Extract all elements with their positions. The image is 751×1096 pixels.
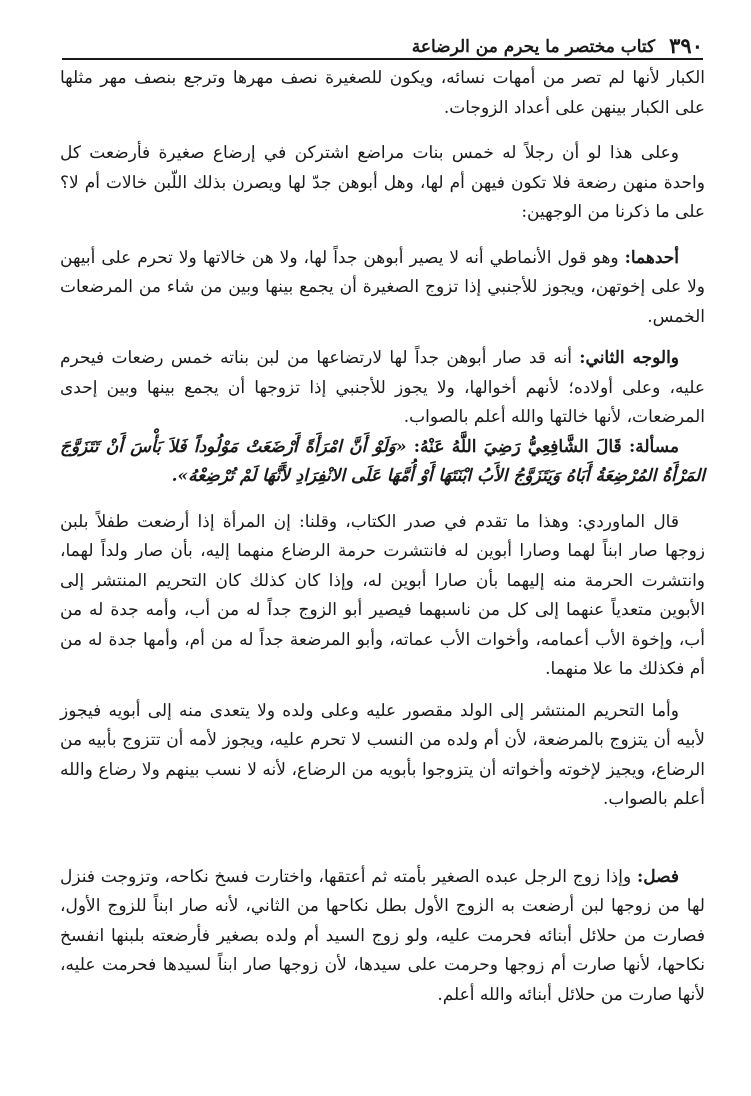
paragraph-mawardi [60, 508, 705, 685]
page-number: ٣٩٠ [669, 33, 703, 58]
paragraph-text: أنه قد صار أبوهن جداً لها لارتضاعها من لبن بناته خمس رضعات فيحرم عليه، وعلى أولاده؛ لأنهم أخوالها، ولا يجوز للأجنبي إذا تزوجها أن يجمع بينها وبين إحدى المرضعات، لأنها خالتها والله أعلم بالصواب. [60, 348, 705, 427]
paragraph-first-view [60, 244, 705, 333]
paragraph-continuation [60, 64, 705, 123]
paragraph-fasl [60, 863, 705, 1011]
paragraph-text: وأما التحريم المنتشر إلى الولد مقصور عليه وعلى ولده ولا يتعدى منه إلى أبويه فيجوز لأبيه أن يتزوج بالمرضعة، لأن أم ولده من النسب لا تحرم عليه، ويجوز لأمه أن تتزوج بأبيه من الرضاع، ويجيز لإخوته وأخواته أن يتزوجوا بأبويه من الرضاع، لأنه لا نسب بينهم ولا رضاع والله أعلم بالصواب. [60, 700, 705, 809]
paragraph-text: الكبار لأنها لم تصر من أمهات نسائه، ويكون للصغيرة نصف مهرها وترجع بنصف مهر مثلها على الكبار بينهن على أعداد الزوجات. [60, 68, 705, 118]
paragraph-text: قال الماوردي: وهذا ما تقدم في صدر الكتاب، وقلنا: إن المرأة إذا أرضعت طفلاً بلبن زوجها صار ابناً لهما وصارا أبوين له فانتشرت حرمة الرضاع منهما إليه، بأن صار ولداً لهما، وانتشرت الحرمة منه إليهما بأن صارا أبوين له، وإذا كان كذلك كان التحريم المنتشر إلى الأبوين متعدياً عنهما إلى كل من ناسبهما فيصير أبو الزوج جداً له من أب، وأمه جدة له من أب، وإخوة الأب أعمامه، وأخوات الأب عماته، وأبو المرضعة جداً له من أم، وأمها جدة له من أم فكذلك ما علا منهما. [60, 511, 705, 679]
paragraph-example [60, 139, 705, 228]
paragraph-text: وإذا زوج الرجل عبده الصغير بأمته ثم أعتقها، واختارت فسخ نكاحه، وتزوجت فنزل لها من زوجها لبن أرضعت به الزوج الأول بطل نكاحها من الثاني، لأنه صار ابناً للزوج الأول، فصارت من حلائل أبنائه فحرمت عليه، ولو زوج السيد أم ولده بصغير فأرضعته بلبنها انفسخ نكاحها، لأنها صارت أم زوجها وحرمت على سيدها، لأن زوجها صار ابناً لسيدها فحرمت عليه، لأنها صارت من حلائل أبنائه والله أعلم. [60, 866, 705, 1005]
page-header [62, 24, 703, 60]
running-title: كتاب مختصر ما يحرم من الرضاعة [411, 37, 656, 57]
paragraph-second-view [60, 344, 705, 433]
paragraph-lead: فصل: [636, 866, 679, 887]
paragraph-text: وهو قول الأنماطي أنه لا يصير أبوهن جداً لها، ولا هن خالاتها ولا تحرم على أبيهن ولا على إخوتهن، ويجوز للأجنبي إذا تزوج الصغيرة أن يجمع بينها وبين من شاء من المرضعات الخمس. [60, 247, 705, 327]
paragraph-quote: «وَلَوْ أَنَّ امْرَأَةً أَرْضَعَتْ مَوْلُوداً فَلاَ بَأْسَ أَنْ تَتَزَوَّجَ المَرْأَةُ المُرْضِعَةُ أَبَاهُ وَيَتَزَوَّجُ الأَبُ ابْنَتَهَا أَوْ أُمَّهَا عَلَى الانْفِرَادِ لأَنَّهَا لَمْ تُرْضِعْهُ». [60, 436, 705, 486]
paragraph-masala [60, 433, 705, 492]
paragraph-text: وعلى هذا لو أن رجلاً له خمس بنات مراضع اشتركن في إرضاع صغيرة فأرضعت كل واحدة منهن رضعة فلا تكون فيهن أم لها، وهل أبوهن جدّ لها ويصرن بذلك اللّبن خالات أم لا؟ على ما ذكرنا من الوجهين: [60, 143, 705, 222]
page-body [60, 64, 705, 1010]
paragraph-lead: أحدهما: [624, 247, 679, 268]
paragraph-lead: والوجه الثاني: [579, 348, 679, 368]
paragraph-tahrim [60, 697, 705, 815]
paragraph-lead: مسألة: قَالَ الشَّافِعِيُّ رَضِيَ اللَّهُ عَنْهُ: [413, 436, 679, 457]
